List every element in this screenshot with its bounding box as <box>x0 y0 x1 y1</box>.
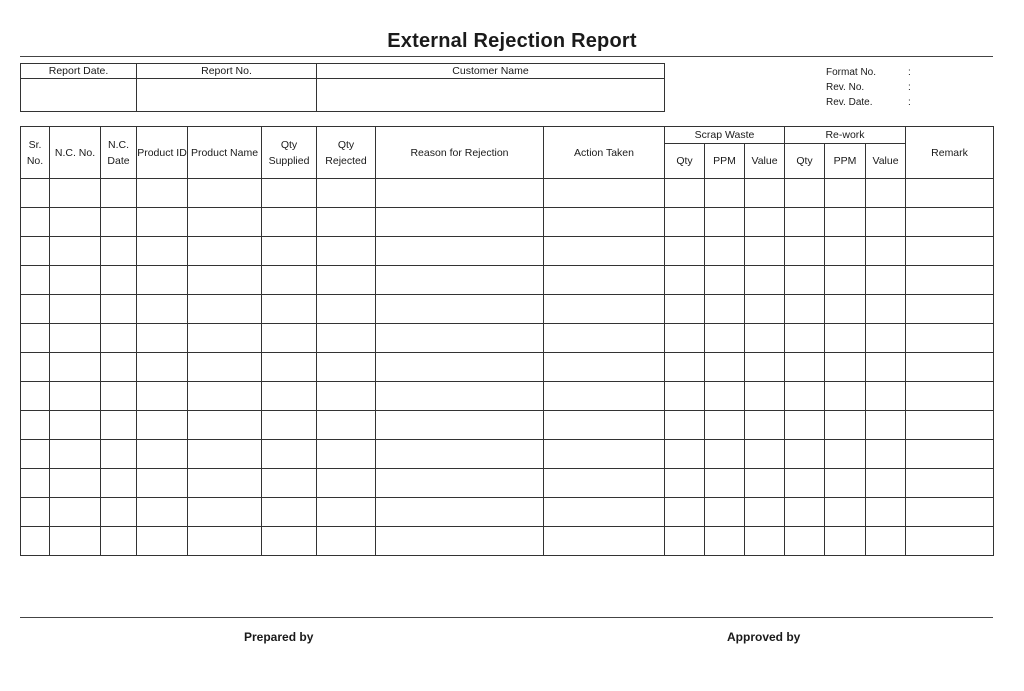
table-cell[interactable] <box>21 237 50 266</box>
table-cell[interactable] <box>188 179 262 208</box>
table-cell[interactable] <box>665 324 705 353</box>
table-cell[interactable] <box>262 527 317 556</box>
col-qty-supplied: Qty Supplied <box>262 127 317 179</box>
table-cell[interactable] <box>101 353 137 382</box>
table-cell[interactable] <box>544 208 665 237</box>
table-cell[interactable] <box>785 440 825 469</box>
table-cell[interactable] <box>376 382 544 411</box>
table-cell[interactable] <box>544 382 665 411</box>
approved-by-label: Approved by <box>727 630 801 644</box>
table-cell[interactable] <box>137 382 188 411</box>
table-cell[interactable] <box>665 527 705 556</box>
table-cell[interactable] <box>262 498 317 527</box>
table-cell[interactable] <box>262 295 317 324</box>
table-cell[interactable] <box>825 382 866 411</box>
col-qty-rejected: Qty Rejected <box>317 127 376 179</box>
title-divider <box>20 56 993 57</box>
col-reason: Reason for Rejection <box>376 127 544 179</box>
table-cell[interactable] <box>101 498 137 527</box>
table-cell[interactable] <box>544 440 665 469</box>
table-cell[interactable] <box>376 498 544 527</box>
table-cell[interactable] <box>745 295 785 324</box>
table-cell[interactable] <box>906 440 994 469</box>
table-cell[interactable] <box>665 266 705 295</box>
table-cell[interactable] <box>50 527 101 556</box>
table-cell[interactable] <box>317 469 376 498</box>
table-cell[interactable] <box>785 208 825 237</box>
table-cell[interactable] <box>21 295 50 324</box>
table-cell[interactable] <box>101 527 137 556</box>
table-row <box>21 179 994 208</box>
table-cell[interactable] <box>544 237 665 266</box>
prepared-by-label: Prepared by <box>244 630 314 644</box>
table-cell[interactable] <box>50 353 101 382</box>
table-cell[interactable] <box>705 382 745 411</box>
table-cell[interactable] <box>544 353 665 382</box>
table-row <box>21 382 994 411</box>
table-cell[interactable] <box>376 179 544 208</box>
table-cell[interactable] <box>376 324 544 353</box>
format-no-colon: : <box>908 67 911 78</box>
table-cell[interactable] <box>21 440 50 469</box>
table-cell[interactable] <box>866 382 906 411</box>
table-cell[interactable] <box>745 411 785 440</box>
table-cell[interactable] <box>866 469 906 498</box>
table-cell[interactable] <box>317 353 376 382</box>
table-cell[interactable] <box>188 324 262 353</box>
table-row <box>21 208 994 237</box>
table-cell[interactable] <box>262 411 317 440</box>
table-cell[interactable] <box>825 527 866 556</box>
table-cell[interactable] <box>317 266 376 295</box>
table-cell[interactable] <box>376 469 544 498</box>
table-cell[interactable] <box>137 237 188 266</box>
table-cell[interactable] <box>376 411 544 440</box>
table-cell[interactable] <box>188 411 262 440</box>
table-cell[interactable] <box>137 527 188 556</box>
report-header-table <box>20 63 665 112</box>
table-cell[interactable] <box>906 527 994 556</box>
table-cell[interactable] <box>137 498 188 527</box>
table-cell[interactable] <box>262 266 317 295</box>
format-info <box>826 65 918 110</box>
table-cell[interactable] <box>137 411 188 440</box>
rev-no-colon: : <box>908 82 911 93</box>
table-cell[interactable] <box>317 498 376 527</box>
table-cell[interactable] <box>262 208 317 237</box>
table-cell[interactable] <box>906 237 994 266</box>
table-cell[interactable] <box>665 440 705 469</box>
table-cell[interactable] <box>21 469 50 498</box>
table-cell[interactable] <box>317 411 376 440</box>
customer-name-field[interactable] <box>317 79 665 112</box>
table-cell[interactable] <box>705 266 745 295</box>
table-cell[interactable] <box>665 498 705 527</box>
col-scrap-waste: Scrap Waste <box>665 127 785 144</box>
table-cell[interactable] <box>866 324 906 353</box>
table-cell[interactable] <box>50 237 101 266</box>
table-cell[interactable] <box>188 208 262 237</box>
table-cell[interactable] <box>21 411 50 440</box>
table-cell[interactable] <box>376 208 544 237</box>
table-cell[interactable] <box>317 179 376 208</box>
table-cell[interactable] <box>137 324 188 353</box>
table-cell[interactable] <box>825 324 866 353</box>
col-rework-ppm: PPM <box>825 144 866 179</box>
table-cell[interactable] <box>745 527 785 556</box>
report-date-field[interactable] <box>21 79 137 112</box>
table-cell[interactable] <box>262 440 317 469</box>
table-cell[interactable] <box>544 527 665 556</box>
table-cell[interactable] <box>906 266 994 295</box>
col-rework: Re-work <box>785 127 906 144</box>
table-cell[interactable] <box>544 411 665 440</box>
table-cell[interactable] <box>376 527 544 556</box>
rev-date-label: Rev. Date. <box>826 97 873 108</box>
table-cell[interactable] <box>745 440 785 469</box>
table-row <box>21 440 994 469</box>
table-cell[interactable] <box>906 208 994 237</box>
col-rework-qty: Qty <box>785 144 825 179</box>
table-cell[interactable] <box>866 179 906 208</box>
rev-no-row <box>826 80 918 95</box>
table-cell[interactable] <box>866 295 906 324</box>
table-cell[interactable] <box>544 324 665 353</box>
table-cell[interactable] <box>262 324 317 353</box>
table-cell[interactable] <box>866 237 906 266</box>
table-cell[interactable] <box>825 469 866 498</box>
table-cell[interactable] <box>906 382 994 411</box>
format-no-row <box>826 65 918 80</box>
table-cell[interactable] <box>825 411 866 440</box>
table-cell[interactable] <box>906 295 994 324</box>
table-cell[interactable] <box>101 266 137 295</box>
table-cell[interactable] <box>50 295 101 324</box>
table-cell[interactable] <box>825 440 866 469</box>
table-cell[interactable] <box>785 295 825 324</box>
table-cell[interactable] <box>745 498 785 527</box>
table-cell[interactable] <box>188 237 262 266</box>
col-scrap-qty: Qty <box>665 144 705 179</box>
table-cell[interactable] <box>785 411 825 440</box>
table-cell[interactable] <box>101 440 137 469</box>
table-cell[interactable] <box>21 266 50 295</box>
table-cell[interactable] <box>21 527 50 556</box>
table-row <box>21 324 994 353</box>
table-cell[interactable] <box>376 353 544 382</box>
table-cell[interactable] <box>825 266 866 295</box>
table-cell[interactable] <box>825 353 866 382</box>
table-cell[interactable] <box>665 411 705 440</box>
table-cell[interactable] <box>665 295 705 324</box>
table-cell[interactable] <box>21 208 50 237</box>
table-cell[interactable] <box>544 179 665 208</box>
table-cell[interactable] <box>50 266 101 295</box>
col-product-id: Product ID <box>137 127 188 179</box>
col-scrap-value: Value <box>745 144 785 179</box>
table-cell[interactable] <box>317 527 376 556</box>
table-cell[interactable] <box>317 382 376 411</box>
table-cell[interactable] <box>705 469 745 498</box>
table-row <box>21 498 994 527</box>
table-cell[interactable] <box>188 527 262 556</box>
table-cell[interactable] <box>785 353 825 382</box>
table-cell[interactable] <box>785 266 825 295</box>
table-cell[interactable] <box>188 353 262 382</box>
table-cell[interactable] <box>665 179 705 208</box>
table-cell[interactable] <box>50 208 101 237</box>
table-cell[interactable] <box>376 295 544 324</box>
table-cell[interactable] <box>50 469 101 498</box>
report-date-label: Report Date. <box>21 64 137 79</box>
table-cell[interactable] <box>101 237 137 266</box>
table-cell[interactable] <box>866 266 906 295</box>
table-cell[interactable] <box>785 469 825 498</box>
table-row <box>21 527 994 556</box>
table-cell[interactable] <box>544 295 665 324</box>
table-cell[interactable] <box>785 527 825 556</box>
rev-date-row <box>826 95 918 110</box>
table-cell[interactable] <box>21 179 50 208</box>
table-cell[interactable] <box>50 498 101 527</box>
table-cell[interactable] <box>745 469 785 498</box>
table-cell[interactable] <box>705 179 745 208</box>
table-row <box>21 353 994 382</box>
table-cell[interactable] <box>137 295 188 324</box>
table-cell[interactable] <box>21 353 50 382</box>
table-cell[interactable] <box>705 237 745 266</box>
table-cell[interactable] <box>188 382 262 411</box>
table-cell[interactable] <box>50 382 101 411</box>
table-cell[interactable] <box>262 382 317 411</box>
table-cell[interactable] <box>50 179 101 208</box>
table-cell[interactable] <box>317 237 376 266</box>
table-cell[interactable] <box>785 498 825 527</box>
col-product-name: Product Name <box>188 127 262 179</box>
table-cell[interactable] <box>188 469 262 498</box>
customer-name-label: Customer Name <box>317 64 665 79</box>
table-cell[interactable] <box>866 527 906 556</box>
table-cell[interactable] <box>137 469 188 498</box>
table-cell[interactable] <box>317 295 376 324</box>
table-cell[interactable] <box>906 498 994 527</box>
col-scrap-ppm: PPM <box>705 144 745 179</box>
table-cell[interactable] <box>785 382 825 411</box>
table-cell[interactable] <box>785 237 825 266</box>
table-cell[interactable] <box>906 353 994 382</box>
table-cell[interactable] <box>866 353 906 382</box>
table-cell[interactable] <box>262 353 317 382</box>
table-cell[interactable] <box>705 208 745 237</box>
table-cell[interactable] <box>21 498 50 527</box>
table-cell[interactable] <box>137 440 188 469</box>
table-cell[interactable] <box>705 353 745 382</box>
table-cell[interactable] <box>137 208 188 237</box>
table-row <box>21 266 994 295</box>
col-action-taken: Action Taken <box>544 127 665 179</box>
table-cell[interactable] <box>262 179 317 208</box>
table-cell[interactable] <box>101 382 137 411</box>
table-cell[interactable] <box>866 411 906 440</box>
col-remark: Remark <box>906 127 994 179</box>
table-cell[interactable] <box>21 324 50 353</box>
table-cell[interactable] <box>262 469 317 498</box>
table-cell[interactable] <box>137 353 188 382</box>
table-cell[interactable] <box>745 266 785 295</box>
table-cell[interactable] <box>376 266 544 295</box>
table-cell[interactable] <box>825 237 866 266</box>
table-cell[interactable] <box>705 324 745 353</box>
table-row <box>21 411 994 440</box>
table-cell[interactable] <box>101 469 137 498</box>
col-rework-value: Value <box>866 144 906 179</box>
table-cell[interactable] <box>317 208 376 237</box>
table-cell[interactable] <box>745 237 785 266</box>
table-cell[interactable] <box>317 324 376 353</box>
format-no-label: Format No. <box>826 67 877 78</box>
table-cell[interactable] <box>785 324 825 353</box>
table-cell[interactable] <box>705 295 745 324</box>
table-cell[interactable] <box>705 411 745 440</box>
table-cell[interactable] <box>866 208 906 237</box>
table-cell[interactable] <box>50 440 101 469</box>
report-no-field[interactable] <box>137 79 317 112</box>
table-cell[interactable] <box>705 498 745 527</box>
table-cell[interactable] <box>101 324 137 353</box>
table-cell[interactable] <box>825 179 866 208</box>
table-cell[interactable] <box>188 295 262 324</box>
table-cell[interactable] <box>544 498 665 527</box>
table-cell[interactable] <box>188 440 262 469</box>
table-cell[interactable] <box>137 179 188 208</box>
table-cell[interactable] <box>745 179 785 208</box>
table-cell[interactable] <box>906 179 994 208</box>
table-cell[interactable] <box>544 469 665 498</box>
table-cell[interactable] <box>665 208 705 237</box>
table-cell[interactable] <box>188 498 262 527</box>
table-row <box>21 237 994 266</box>
table-cell[interactable] <box>745 324 785 353</box>
rejection-rows <box>21 179 994 556</box>
report-title: External Rejection Report <box>387 30 637 52</box>
table-cell[interactable] <box>866 440 906 469</box>
col-sr-no: Sr. No. <box>21 127 50 179</box>
table-cell[interactable] <box>137 266 188 295</box>
table-cell[interactable] <box>544 266 665 295</box>
table-cell[interactable] <box>21 382 50 411</box>
table-cell[interactable] <box>745 353 785 382</box>
table-cell[interactable] <box>262 237 317 266</box>
col-nc-no: N.C. No. <box>50 127 101 179</box>
rev-no-label: Rev. No. <box>826 82 865 93</box>
table-cell[interactable] <box>101 179 137 208</box>
table-cell[interactable] <box>825 295 866 324</box>
table-cell[interactable] <box>906 324 994 353</box>
table-cell[interactable] <box>705 440 745 469</box>
report-no-label: Report No. <box>137 64 317 79</box>
table-cell[interactable] <box>745 382 785 411</box>
table-cell[interactable] <box>665 469 705 498</box>
table-cell[interactable] <box>825 498 866 527</box>
table-cell[interactable] <box>101 295 137 324</box>
table-cell[interactable] <box>665 382 705 411</box>
table-cell[interactable] <box>376 237 544 266</box>
table-cell[interactable] <box>705 527 745 556</box>
table-cell[interactable] <box>906 411 994 440</box>
table-cell[interactable] <box>188 266 262 295</box>
table-cell[interactable] <box>101 208 137 237</box>
table-cell[interactable] <box>317 440 376 469</box>
table-cell[interactable] <box>785 179 825 208</box>
table-cell[interactable] <box>825 208 866 237</box>
col-nc-date: N.C. Date <box>101 127 137 179</box>
table-cell[interactable] <box>665 353 705 382</box>
rev-date-colon: : <box>908 97 911 108</box>
table-row <box>21 469 994 498</box>
table-cell[interactable] <box>376 440 544 469</box>
table-cell[interactable] <box>866 498 906 527</box>
table-cell[interactable] <box>50 324 101 353</box>
table-cell[interactable] <box>50 411 101 440</box>
table-row <box>21 295 994 324</box>
table-cell[interactable] <box>101 411 137 440</box>
table-cell[interactable] <box>906 469 994 498</box>
signature-divider <box>20 617 993 618</box>
table-cell[interactable] <box>745 208 785 237</box>
rejection-table <box>20 126 994 556</box>
table-cell[interactable] <box>665 237 705 266</box>
